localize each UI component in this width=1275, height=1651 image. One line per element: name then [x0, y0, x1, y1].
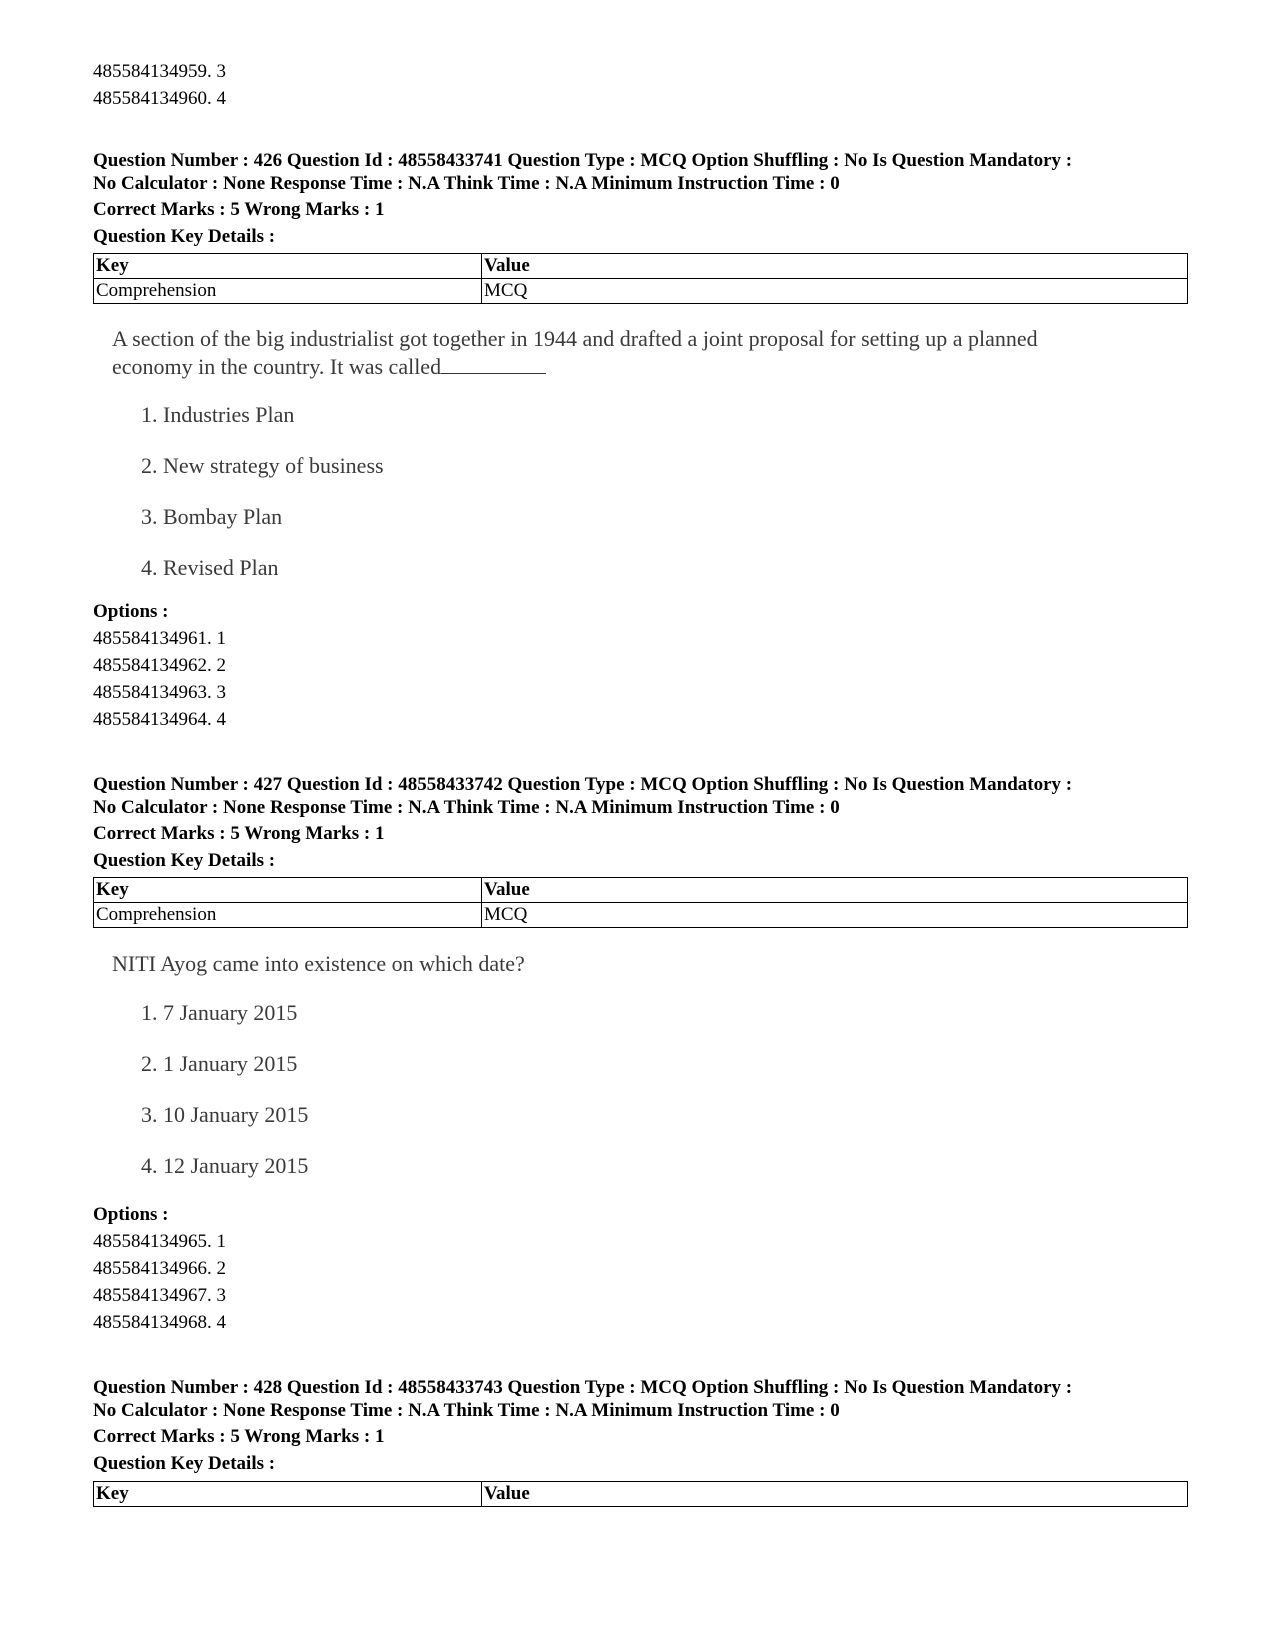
key-details-table: [93, 253, 1188, 304]
question-header-line: Question Number : 428 Question Id : 48558433743 Question Type : MCQ Option Shuffling : No Is Question Mandatory :: [93, 1377, 1073, 1398]
choice-item: 4. Revised Plan: [141, 555, 279, 580]
marks-line: Correct Marks : 5 Wrong Marks : 1: [93, 1426, 385, 1447]
question-stem-line: A section of the big industrialist got together in 1944 and drafted a joint proposal for setting up a planned: [112, 326, 1038, 351]
table-header-key: Key: [94, 878, 482, 903]
table-cell-value: MCQ: [482, 279, 1188, 304]
table-row: [94, 903, 1188, 928]
question-header-line: Question Number : 427 Question Id : 48558433742 Question Type : MCQ Option Shuffling : No Is Question Mandatory :: [93, 774, 1073, 795]
choice-item: 1. Industries Plan: [141, 402, 295, 427]
table-header-row: [94, 878, 1188, 903]
question-header: [93, 149, 1193, 195]
option-line: 485584134964. 4: [93, 709, 226, 730]
table-cell-key: Comprehension: [94, 903, 482, 928]
key-details-label: Question Key Details :: [93, 226, 276, 247]
question-header-line: No Calculator : None Response Time : N.A Think Time : N.A Minimum Instruction Time : 0: [93, 1400, 840, 1421]
option-line: 485584134961. 1: [93, 628, 226, 649]
table-header-value: Value: [482, 1482, 1188, 1507]
options-label: Options :: [93, 1204, 169, 1225]
question-header-line: No Calculator : None Response Time : N.A Think Time : N.A Minimum Instruction Time : 0: [93, 797, 840, 818]
choice-item: 2. New strategy of business: [141, 453, 384, 478]
table-cell-value: MCQ: [482, 903, 1188, 928]
question-header-line: No Calculator : None Response Time : N.A Think Time : N.A Minimum Instruction Time : 0: [93, 173, 840, 194]
question-header: [93, 1376, 1193, 1422]
table-header-value: Value: [482, 878, 1188, 903]
table-header-key: Key: [94, 1482, 482, 1507]
option-line: 485584134959. 3: [93, 61, 226, 82]
option-line: 485584134967. 3: [93, 1285, 226, 1306]
choice-item: 1. 7 January 2015: [141, 1000, 298, 1025]
table-header-row: [94, 1482, 1188, 1507]
option-line: 485584134966. 2: [93, 1258, 226, 1279]
question-stem-line: [112, 353, 1112, 381]
key-details-label: Question Key Details :: [93, 850, 276, 871]
options-label: Options :: [93, 601, 169, 622]
table-header-key: Key: [94, 254, 482, 279]
question-body: [112, 950, 1112, 1178]
choice-item: 3. Bombay Plan: [141, 504, 283, 529]
question-stem-text: economy in the country. It was called: [112, 354, 442, 379]
option-line: 485584134963. 3: [93, 682, 226, 703]
option-line: 485584134960. 4: [93, 88, 226, 109]
question-header-line: Question Number : 426 Question Id : 48558433741 Question Type : MCQ Option Shuffling : No Is Question Mandatory :: [93, 150, 1073, 171]
marks-line: Correct Marks : 5 Wrong Marks : 1: [93, 823, 385, 844]
question-body: [112, 325, 1112, 580]
key-details-table: [93, 877, 1188, 928]
option-line: 485584134962. 2: [93, 655, 226, 676]
question-header: [93, 773, 1193, 819]
key-details-table: [93, 1481, 1188, 1507]
table-cell-key: Comprehension: [94, 279, 482, 304]
answer-blank: [441, 355, 546, 374]
table-header-value: Value: [482, 254, 1188, 279]
key-details-label: Question Key Details :: [93, 1453, 276, 1474]
option-line: 485584134965. 1: [93, 1231, 226, 1252]
question-stem-line: NITI Ayog came into existence on which date?: [112, 951, 525, 976]
choice-item: 2. 1 January 2015: [141, 1051, 298, 1076]
option-line: 485584134968. 4: [93, 1312, 226, 1333]
choice-item: 3. 10 January 2015: [141, 1102, 309, 1127]
table-row: [94, 279, 1188, 304]
table-header-row: [94, 254, 1188, 279]
marks-line: Correct Marks : 5 Wrong Marks : 1: [93, 199, 385, 220]
choice-item: 4. 12 January 2015: [141, 1153, 309, 1178]
